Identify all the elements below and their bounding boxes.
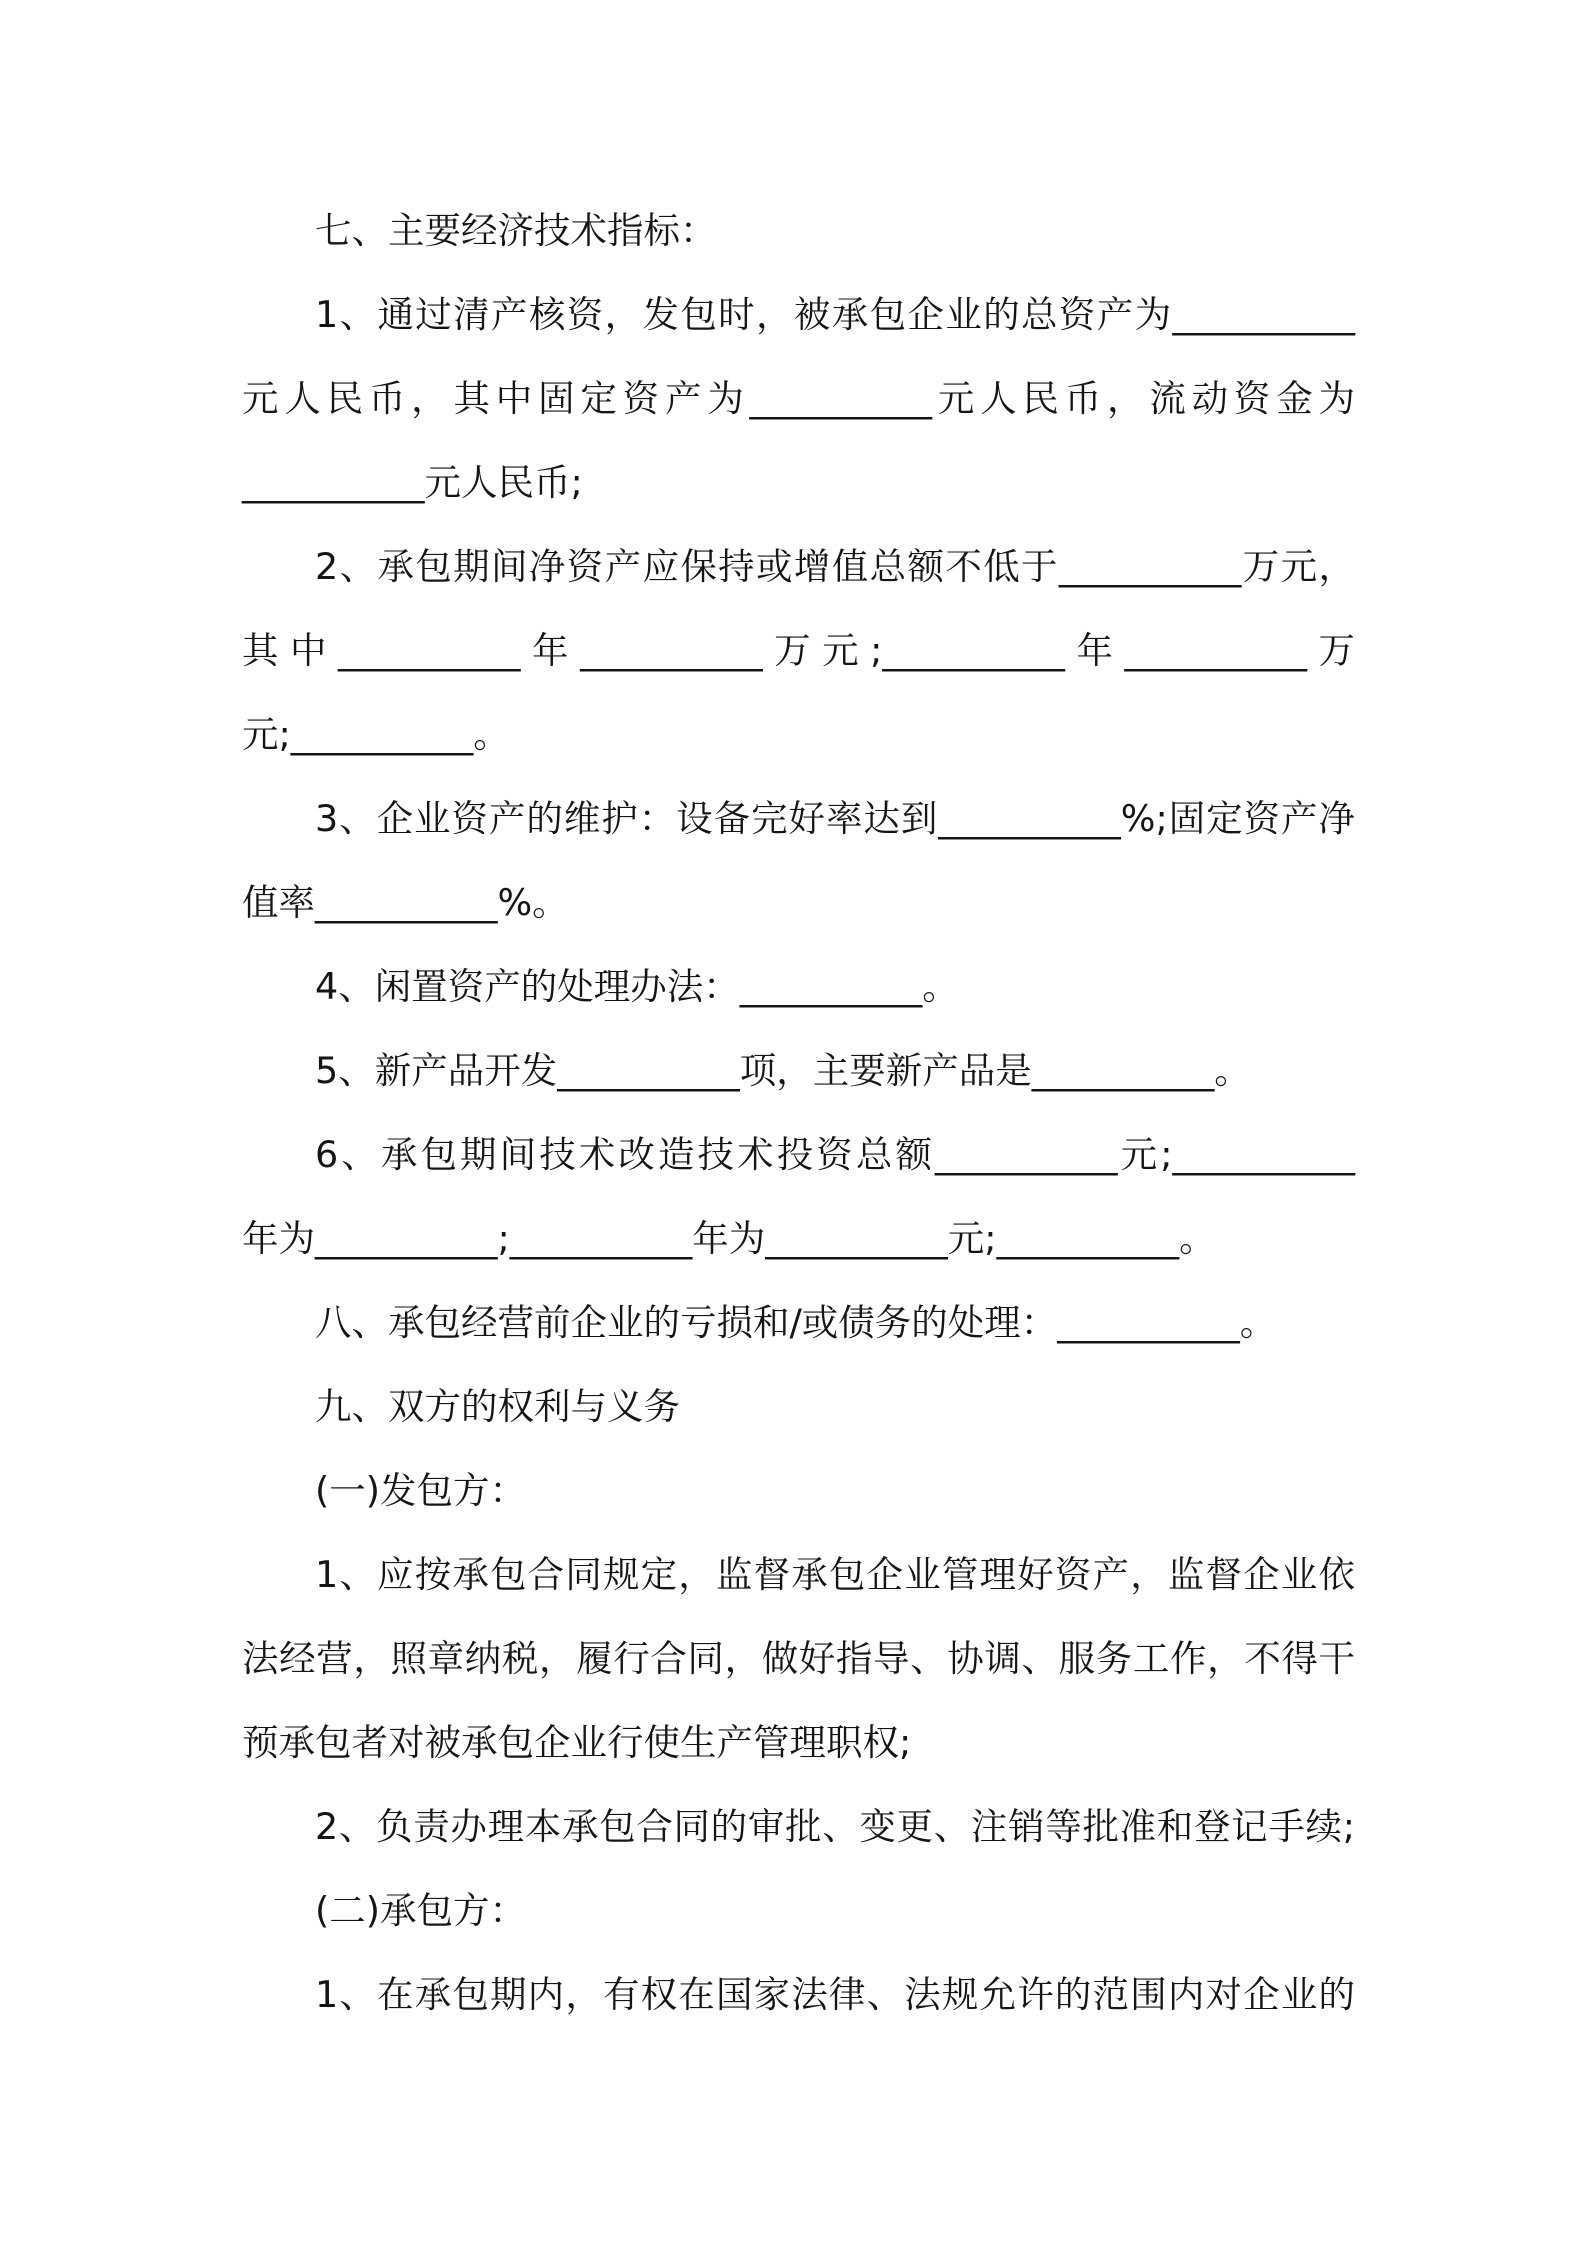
paragraph-line: 其中__________年__________万元;__________年__________万: [242, 629, 1355, 672]
sub-heading-contractor: [242, 1869, 1355, 1953]
paragraph-line: 法经营，照章纳税，履行合同，做好指导、协调、服务工作，不得干: [242, 1637, 1355, 1680]
paragraph-line: (二)承包方：: [315, 1889, 526, 1932]
item-total-assets: [242, 273, 1355, 525]
issuer-item-supervision: [242, 1533, 1355, 1785]
paragraph-line: 3、企业资产的维护：设备完好率达到__________%;固定资产净: [315, 797, 1355, 840]
paragraph-line: 2、负责办理本承包合同的审批、变更、注销等批准和登记手续;: [315, 1805, 1355, 1848]
paragraph-line: 1、通过清产核资，发包时，被承包企业的总资产为__________: [315, 293, 1355, 336]
paragraph-line: __________元人民币;: [242, 461, 583, 504]
item-new-products: [242, 1029, 1355, 1113]
section-heading-rights-obligations: [242, 1365, 1355, 1449]
paragraph-line: 八、承包经营前企业的亏损和/或债务的处理：__________。: [315, 1301, 1277, 1344]
paragraph-line: 1、在承包期内，有权在国家法律、法规允许的范围内对企业的: [315, 1973, 1355, 2016]
paragraph-line: 5、新产品开发__________项，主要新产品是__________。: [315, 1049, 1251, 1092]
paragraph-line: 值率__________%。: [242, 881, 569, 924]
section-heading-losses-debts: [242, 1281, 1355, 1365]
paragraph-line: 九、双方的权利与义务: [315, 1385, 680, 1428]
paragraph-line: 元人民币，其中固定资产为__________元人民币，流动资金为: [242, 377, 1355, 420]
item-tech-investment: [242, 1113, 1355, 1281]
paragraph-line: 七、主要经济技术指标：: [315, 209, 717, 252]
section-heading-economic-indicators: [242, 189, 1355, 273]
paragraph-line: 预承包者对被承包企业行使生产管理职权;: [242, 1721, 912, 1764]
paragraph-line: 2、承包期间净资产应保持或增值总额不低于__________万元，: [315, 545, 1355, 588]
paragraph-line: 4、闲置资产的处理办法：__________。: [315, 965, 959, 1008]
sub-heading-contractor-issuer: [242, 1449, 1355, 1533]
paragraph-line: 1、应按承包合同规定，监督承包企业管理好资产，监督企业依: [315, 1553, 1355, 1596]
paragraph-line: 年为__________;__________年为__________元;__________。: [242, 1217, 1216, 1260]
paragraph-line: (一)发包方：: [315, 1469, 526, 1512]
issuer-item-approval: [242, 1785, 1355, 1869]
item-idle-assets: [242, 945, 1355, 1029]
contractor-item-rights: [242, 1953, 1355, 2037]
paragraph-line: 元;__________。: [242, 713, 510, 756]
document-body: [242, 189, 1355, 2037]
item-asset-maintenance: [242, 777, 1355, 945]
paragraph-line: 6、承包期间技术改造技术投资总额__________元;__________: [315, 1133, 1355, 1176]
item-net-assets: [242, 525, 1355, 777]
